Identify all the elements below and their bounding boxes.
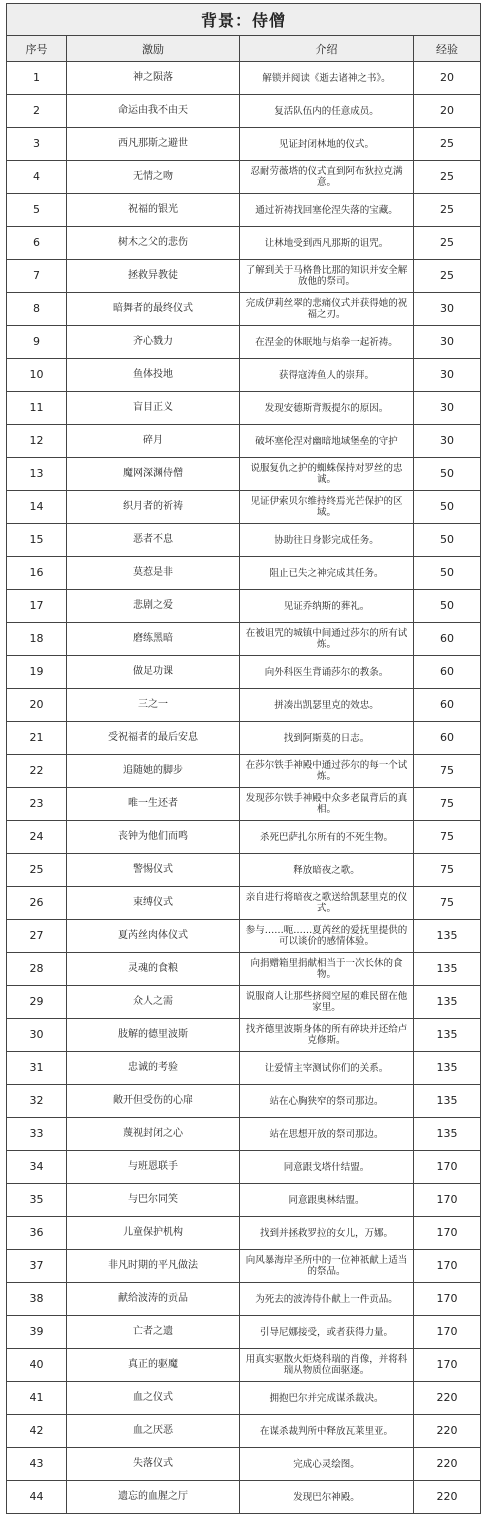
header-row (7, 36, 481, 62)
row-description: 阻止已失之神完成其任务。 (240, 557, 414, 590)
row-index: 12 (7, 425, 67, 458)
row-description: 解锁并阅读《逝去诸神之书》。 (240, 62, 414, 95)
table-body (7, 62, 481, 1514)
row-name: 警惕仪式 (67, 854, 240, 887)
row-description: 向风暴海岸圣所中的一位神祇献上适当的祭品。 (240, 1250, 414, 1283)
row-description: 见证伊索贝尔维持终焉光芒保护的区域。 (240, 491, 414, 524)
row-experience: 25 (414, 227, 481, 260)
row-name: 织月者的祈祷 (67, 491, 240, 524)
row-name: 碎月 (67, 425, 240, 458)
row-name: 非凡时期的平凡做法 (67, 1250, 240, 1283)
row-experience: 220 (414, 1481, 481, 1514)
row-description: 在谋杀裁判所中释放瓦莱里亚。 (240, 1415, 414, 1448)
row-index: 19 (7, 656, 67, 689)
table-row (7, 227, 481, 260)
table-row (7, 1283, 481, 1316)
table-row (7, 854, 481, 887)
row-experience: 30 (414, 359, 481, 392)
row-name: 丧钟为他们而鸣 (67, 821, 240, 854)
table-row (7, 821, 481, 854)
row-index: 16 (7, 557, 67, 590)
row-experience: 60 (414, 656, 481, 689)
row-experience: 60 (414, 689, 481, 722)
header-index: 序号 (7, 36, 67, 62)
row-index: 21 (7, 722, 67, 755)
row-name: 忠诚的考验 (67, 1052, 240, 1085)
row-experience: 75 (414, 854, 481, 887)
row-experience: 75 (414, 821, 481, 854)
row-description: 破坏塞伦涅对幽暗地域堡垒的守护 (240, 425, 414, 458)
row-name: 血之仪式 (67, 1382, 240, 1415)
row-name: 真正的驱魔 (67, 1349, 240, 1382)
row-index: 25 (7, 854, 67, 887)
table-row (7, 128, 481, 161)
table-row (7, 293, 481, 326)
row-index: 43 (7, 1448, 67, 1481)
row-description: 同意跟奥林结盟。 (240, 1184, 414, 1217)
row-name: 命运由我不由天 (67, 95, 240, 128)
table-row (7, 194, 481, 227)
row-name: 祝福的银光 (67, 194, 240, 227)
row-description: 了解到关于马格鲁比那的知识并安全解放他的祭司。 (240, 260, 414, 293)
row-name: 魔网深渊侍僧 (67, 458, 240, 491)
row-name: 拯救异教徒 (67, 260, 240, 293)
table-row (7, 1448, 481, 1481)
table-row (7, 524, 481, 557)
row-index: 5 (7, 194, 67, 227)
row-index: 18 (7, 623, 67, 656)
row-name: 受祝福者的最后安息 (67, 722, 240, 755)
title-row (7, 4, 481, 36)
table-row (7, 656, 481, 689)
row-description: 发现安德斯背叛提尔的原因。 (240, 392, 414, 425)
row-experience: 135 (414, 1118, 481, 1151)
row-index: 24 (7, 821, 67, 854)
row-experience: 25 (414, 161, 481, 194)
row-name: 暗舞者的最终仪式 (67, 293, 240, 326)
table-row (7, 1151, 481, 1184)
row-name: 众人之需 (67, 986, 240, 1019)
row-name: 树木之父的悲伤 (67, 227, 240, 260)
table-row (7, 557, 481, 590)
row-name: 无情之吻 (67, 161, 240, 194)
row-name: 悲剧之爱 (67, 590, 240, 623)
row-index: 30 (7, 1019, 67, 1052)
row-description: 杀死巴萨扎尔所有的不死生物。 (240, 821, 414, 854)
row-index: 4 (7, 161, 67, 194)
row-name: 束缚仪式 (67, 887, 240, 920)
row-index: 34 (7, 1151, 67, 1184)
table-row (7, 1481, 481, 1514)
row-description: 找齐德里波斯身体的所有碎块并还给卢克修斯。 (240, 1019, 414, 1052)
row-index: 2 (7, 95, 67, 128)
row-description: 见证乔纳斯的葬礼。 (240, 590, 414, 623)
row-description: 拥抱巴尔并完成谋杀裁决。 (240, 1382, 414, 1415)
table-row (7, 590, 481, 623)
row-experience: 135 (414, 920, 481, 953)
row-index: 23 (7, 788, 67, 821)
row-experience: 170 (414, 1217, 481, 1250)
table-row (7, 161, 481, 194)
row-description: 让爱情主宰测试你们的关系。 (240, 1052, 414, 1085)
row-experience: 220 (414, 1448, 481, 1481)
row-description: 引导尼娜接受，或者获得力量。 (240, 1316, 414, 1349)
row-experience: 75 (414, 755, 481, 788)
row-experience: 20 (414, 62, 481, 95)
achievement-table (6, 3, 481, 1514)
row-experience: 50 (414, 491, 481, 524)
row-name: 献给波涛的贡品 (67, 1283, 240, 1316)
row-index: 6 (7, 227, 67, 260)
row-index: 11 (7, 392, 67, 425)
row-experience: 60 (414, 722, 481, 755)
row-description: 向外科医生背诵莎尔的教条。 (240, 656, 414, 689)
row-index: 14 (7, 491, 67, 524)
row-experience: 20 (414, 95, 481, 128)
table-row (7, 887, 481, 920)
row-name: 追随她的脚步 (67, 755, 240, 788)
row-name: 磨练黑暗 (67, 623, 240, 656)
table-row (7, 62, 481, 95)
header-description: 介绍 (240, 36, 414, 62)
row-description: 在被诅咒的城镇中间通过莎尔的所有试炼。 (240, 623, 414, 656)
row-experience: 135 (414, 1052, 481, 1085)
row-experience: 60 (414, 623, 481, 656)
row-experience: 30 (414, 425, 481, 458)
row-index: 15 (7, 524, 67, 557)
row-index: 1 (7, 62, 67, 95)
row-description: 用真实驱散火炬烧科瑞的肖像，并将科瑞从物质位面驱逐。 (240, 1349, 414, 1382)
row-experience: 170 (414, 1184, 481, 1217)
row-experience: 135 (414, 1019, 481, 1052)
table-row (7, 722, 481, 755)
row-description: 向捐赠箱里捐献相当于一次长休的食物。 (240, 953, 414, 986)
row-experience: 220 (414, 1415, 481, 1448)
header-experience: 经验 (414, 36, 481, 62)
row-index: 41 (7, 1382, 67, 1415)
row-experience: 75 (414, 788, 481, 821)
row-experience: 135 (414, 953, 481, 986)
row-experience: 75 (414, 887, 481, 920)
row-name: 鱼体投地 (67, 359, 240, 392)
table-row (7, 1019, 481, 1052)
row-index: 32 (7, 1085, 67, 1118)
table-row (7, 953, 481, 986)
row-description: 在莎尔铁手神殿中通过莎尔的每一个试炼。 (240, 755, 414, 788)
table-row (7, 689, 481, 722)
row-experience: 170 (414, 1283, 481, 1316)
row-experience: 170 (414, 1349, 481, 1382)
row-name: 与巴尔同笑 (67, 1184, 240, 1217)
row-experience: 30 (414, 392, 481, 425)
row-name: 血之厌恶 (67, 1415, 240, 1448)
table-row (7, 359, 481, 392)
row-index: 35 (7, 1184, 67, 1217)
row-name: 遗忘的血腥之厅 (67, 1481, 240, 1514)
table-row (7, 326, 481, 359)
row-index: 37 (7, 1250, 67, 1283)
table-row (7, 491, 481, 524)
table-row (7, 755, 481, 788)
row-index: 36 (7, 1217, 67, 1250)
table-row (7, 425, 481, 458)
table-row (7, 1118, 481, 1151)
row-description: 见证封闭林地的仪式。 (240, 128, 414, 161)
row-name: 莫惹是非 (67, 557, 240, 590)
header-name: 激励 (67, 36, 240, 62)
row-index: 13 (7, 458, 67, 491)
row-index: 44 (7, 1481, 67, 1514)
row-description: 让林地受到西凡那斯的诅咒。 (240, 227, 414, 260)
row-index: 26 (7, 887, 67, 920)
row-description: 释放暗夜之歌。 (240, 854, 414, 887)
row-index: 27 (7, 920, 67, 953)
row-description: 亲自进行将暗夜之歌送给凯瑟里克的仪式。 (240, 887, 414, 920)
row-index: 9 (7, 326, 67, 359)
row-experience: 50 (414, 557, 481, 590)
row-name: 恶者不息 (67, 524, 240, 557)
table-row (7, 1217, 481, 1250)
table-row (7, 1415, 481, 1448)
row-description: 发现莎尔铁手神殿中众多老鼠背后的真相。 (240, 788, 414, 821)
row-index: 39 (7, 1316, 67, 1349)
row-description: 站在心胸狭窄的祭司那边。 (240, 1085, 414, 1118)
row-experience: 170 (414, 1151, 481, 1184)
row-experience: 135 (414, 986, 481, 1019)
table-row (7, 1349, 481, 1382)
row-description: 为死去的波涛侍仆献上一件贡品。 (240, 1283, 414, 1316)
row-experience: 170 (414, 1316, 481, 1349)
row-name: 蔑视封闭之心 (67, 1118, 240, 1151)
row-index: 20 (7, 689, 67, 722)
row-experience: 30 (414, 326, 481, 359)
row-name: 齐心戮力 (67, 326, 240, 359)
table-row (7, 1085, 481, 1118)
row-description: 在涅金的休眠地与焰拳一起祈祷。 (240, 326, 414, 359)
row-name: 夏芮丝肉体仪式 (67, 920, 240, 953)
table-title: 背景：侍僧 (7, 4, 481, 36)
row-index: 31 (7, 1052, 67, 1085)
row-index: 10 (7, 359, 67, 392)
row-description: 获得寇涛鱼人的崇拜。 (240, 359, 414, 392)
row-name: 做足功课 (67, 656, 240, 689)
row-index: 28 (7, 953, 67, 986)
row-name: 唯一生还者 (67, 788, 240, 821)
row-name: 敞开但受伤的心扉 (67, 1085, 240, 1118)
row-description: 找到并拯救罗拉的女儿，万娜。 (240, 1217, 414, 1250)
table-row (7, 1052, 481, 1085)
row-index: 22 (7, 755, 67, 788)
row-index: 42 (7, 1415, 67, 1448)
table-row (7, 1250, 481, 1283)
row-description: 完成心灵绘图。 (240, 1448, 414, 1481)
row-description: 同意跟戈塔什结盟。 (240, 1151, 414, 1184)
row-name: 与班恩联手 (67, 1151, 240, 1184)
row-description: 复活队伍内的任意成员。 (240, 95, 414, 128)
table-row (7, 920, 481, 953)
table-row (7, 95, 481, 128)
row-experience: 50 (414, 590, 481, 623)
row-description: 协助往日身影完成任务。 (240, 524, 414, 557)
row-name: 肢解的德里波斯 (67, 1019, 240, 1052)
row-experience: 170 (414, 1250, 481, 1283)
row-experience: 220 (414, 1382, 481, 1415)
row-experience: 50 (414, 458, 481, 491)
row-experience: 25 (414, 260, 481, 293)
row-index: 38 (7, 1283, 67, 1316)
table-row (7, 1184, 481, 1217)
table-row (7, 788, 481, 821)
row-name: 亡者之遗 (67, 1316, 240, 1349)
row-experience: 25 (414, 194, 481, 227)
row-description: 完成伊莉丝翠的悲痛仪式并获得她的祝福之刃。 (240, 293, 414, 326)
table-row (7, 1382, 481, 1415)
row-description: 忍耐劳薇塔的仪式直到阿布狄拉克满意。 (240, 161, 414, 194)
row-name: 失落仪式 (67, 1448, 240, 1481)
table-row (7, 458, 481, 491)
row-experience: 50 (414, 524, 481, 557)
row-name: 灵魂的食粮 (67, 953, 240, 986)
row-experience: 30 (414, 293, 481, 326)
table-row (7, 623, 481, 656)
row-index: 3 (7, 128, 67, 161)
row-description: 发现巴尔神殿。 (240, 1481, 414, 1514)
table-row (7, 986, 481, 1019)
table-row (7, 1316, 481, 1349)
row-name: 三之一 (67, 689, 240, 722)
row-description: 通过祈祷找回塞伦涅失落的宝藏。 (240, 194, 414, 227)
row-name: 神之陨落 (67, 62, 240, 95)
row-index: 17 (7, 590, 67, 623)
row-index: 40 (7, 1349, 67, 1382)
row-description: 说服复仇之护的蜘蛛保持对罗丝的忠诚。 (240, 458, 414, 491)
row-index: 33 (7, 1118, 67, 1151)
row-experience: 135 (414, 1085, 481, 1118)
row-description: 站在思想开放的祭司那边。 (240, 1118, 414, 1151)
row-name: 盲目正义 (67, 392, 240, 425)
row-experience: 25 (414, 128, 481, 161)
table-row (7, 392, 481, 425)
row-name: 儿童保护机构 (67, 1217, 240, 1250)
row-index: 29 (7, 986, 67, 1019)
row-description: 说服商人让那些挤阅空屋的难民留在他家里。 (240, 986, 414, 1019)
row-description: 拼凑出凯瑟里克的效忠。 (240, 689, 414, 722)
achievement-sheet (6, 3, 480, 1514)
row-index: 7 (7, 260, 67, 293)
row-index: 8 (7, 293, 67, 326)
table-row (7, 260, 481, 293)
row-description: 找到阿斯莫的日志。 (240, 722, 414, 755)
row-description: 参与……呃……夏芮丝的爱抚里提供的可以谈价的感情体验。 (240, 920, 414, 953)
row-name: 西凡那斯之避世 (67, 128, 240, 161)
